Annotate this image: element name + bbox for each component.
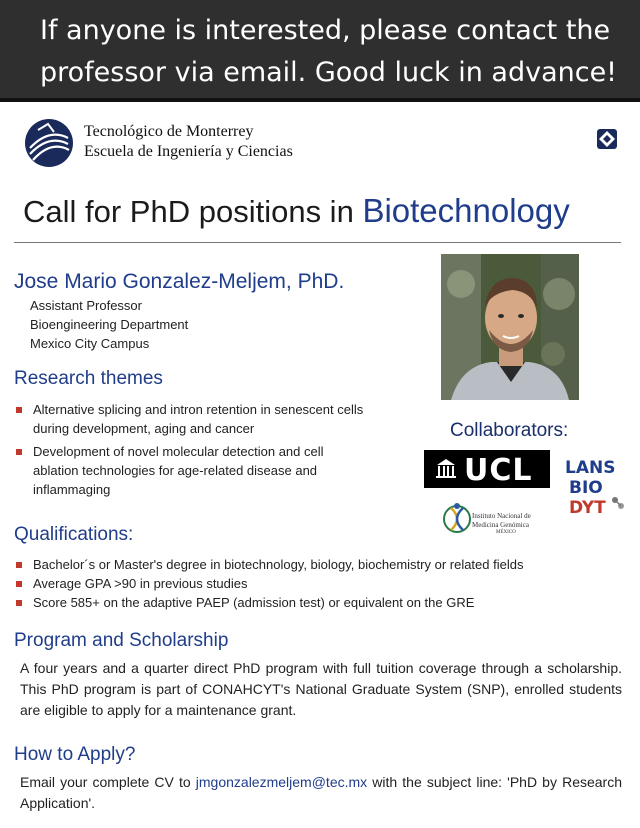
apply-heading: How to Apply? <box>14 744 136 765</box>
caption-line-2: professor via email. Good luck in advance! <box>40 57 618 88</box>
bullet-icon <box>16 581 22 587</box>
bullet-icon <box>16 449 22 455</box>
professor-position: Assistant Professor <box>30 298 142 313</box>
qualifications-list <box>14 555 614 612</box>
lans-wordmark-line-1: LANS <box>565 458 616 478</box>
list-item <box>14 593 614 612</box>
lans-wordmark-line-3: DYT <box>569 498 606 518</box>
list-item <box>14 442 414 499</box>
title-divider <box>14 242 621 243</box>
program-description: A four years and a quarter direct PhD program with full tuition coverage through a scholarship. This PhD program is part of CONAHCYT's National Graduate System (SNP), enrolled students are eligible to apply for a maintenance grant. <box>20 660 622 718</box>
professor-details <box>30 296 188 353</box>
institution-name-line-1: Tecnológico de Monterrey <box>84 123 254 140</box>
qualification-1: Bachelor´s or Master's degree in biotechnology, biology, biochemistry or related fields <box>33 557 524 572</box>
ucl-wordmark: UCL <box>464 453 533 488</box>
phd-flyer <box>0 102 640 828</box>
institution-name-line-2: Escuela de Ingeniería y Ciencias <box>84 143 293 160</box>
inmegen-line-3: MÉXICO <box>496 530 516 535</box>
portico-icon <box>434 458 458 480</box>
bullet-icon <box>16 562 22 568</box>
program-heading: Program and Scholarship <box>14 630 229 651</box>
research-item-2-line-3: inflammaging <box>33 482 111 497</box>
collaborators-heading: Collaborators: <box>450 420 569 441</box>
professor-photo <box>441 254 579 400</box>
institution-name <box>84 122 293 162</box>
research-list <box>14 400 414 502</box>
research-item-1-line-1: Alternative splicing and intron retention in senescent cells <box>33 402 364 417</box>
research-item-2-line-1: Development of novel molecular detection and cell <box>33 444 324 459</box>
molecule-icon <box>611 496 625 510</box>
title-field: Biotechnology <box>362 192 570 229</box>
apply-text-after: with the subject line: 'PhD by Research Application'. <box>20 774 622 811</box>
professor-department: Bioengineering Department <box>30 317 189 332</box>
lans-wordmark-line-2: BIO <box>569 478 603 498</box>
research-heading: Research themes <box>14 368 163 389</box>
apply-instructions <box>20 772 622 814</box>
inmegen-emblem-icon <box>442 500 472 538</box>
research-item-2-line-2: ablation technologies for age-related disease and <box>33 463 318 478</box>
lansbiodyt-logo <box>561 458 625 520</box>
title-prefix: Call for PhD positions in <box>23 194 363 229</box>
page-title <box>23 192 570 230</box>
ucl-logo <box>424 450 550 488</box>
inmegen-line-1: Instituto Nacional de <box>472 512 531 520</box>
caption-line-1: If anyone is interested, please contact the <box>40 15 611 46</box>
research-item-1-line-2: during development, aging and cancer <box>33 421 255 436</box>
tec-monterrey-logo-icon <box>24 118 74 168</box>
list-item <box>14 574 614 593</box>
qualifications-heading: Qualifications: <box>14 524 134 545</box>
qualification-3: Score 585+ on the adaptive PAEP (admission test) or equivalent on the GRE <box>33 595 475 610</box>
inmegen-line-2: Medicina Genómica <box>472 521 529 529</box>
bullet-icon <box>16 407 22 413</box>
professor-name: Jose Mario Gonzalez-Meljem, PhD. <box>14 270 345 293</box>
list-item <box>14 555 614 574</box>
inmegen-name <box>472 512 531 536</box>
bullet-icon <box>16 600 22 606</box>
caption-banner <box>0 0 640 100</box>
inmegen-logo <box>442 496 550 542</box>
list-item <box>14 400 414 438</box>
shield-crest-icon <box>596 128 618 150</box>
contact-email-link[interactable]: jmgonzalezmeljem@tec.mx <box>195 774 368 790</box>
qualification-2: Average GPA >90 in previous studies <box>33 576 248 591</box>
apply-text-before: Email your complete CV to <box>20 774 196 790</box>
professor-campus: Mexico City Campus <box>30 336 150 351</box>
